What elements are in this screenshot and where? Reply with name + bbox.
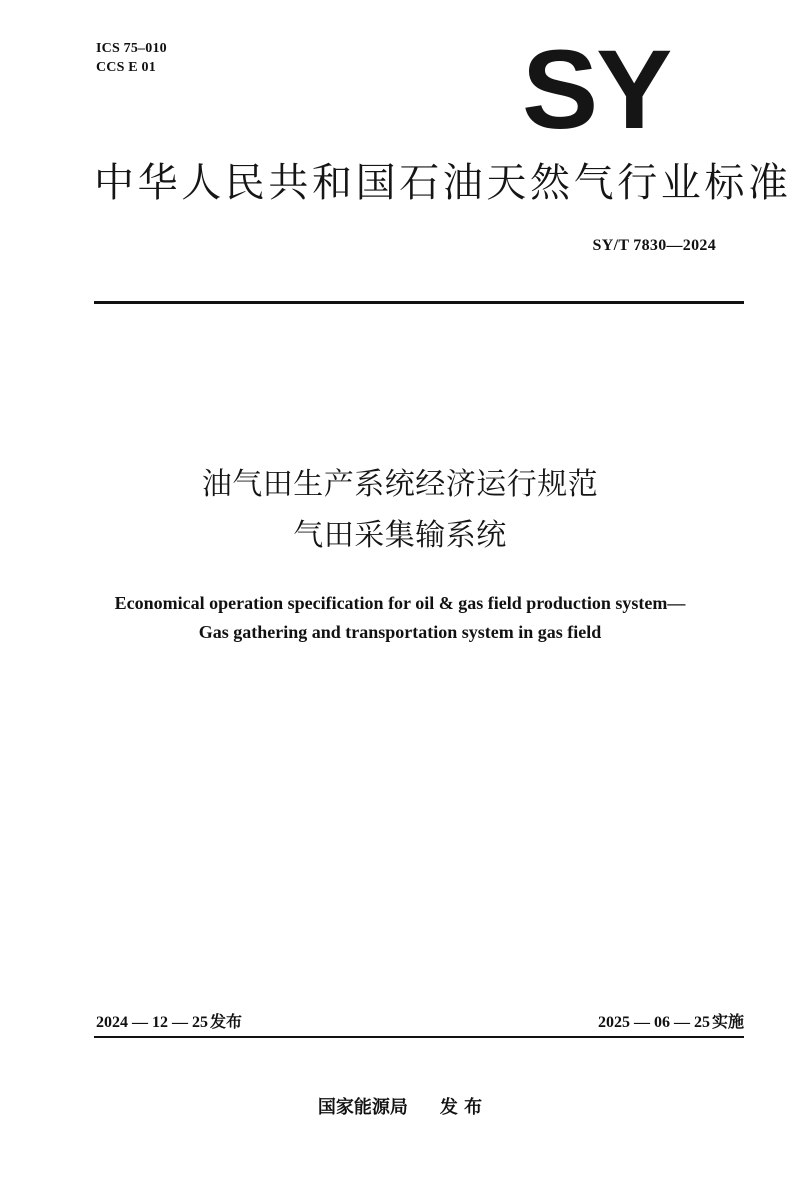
issue-label: 发布	[210, 1012, 243, 1031]
publisher-action: 发 布	[439, 1097, 483, 1118]
english-title-line-2: Gas gathering and transportation system in gas field	[198, 622, 602, 642]
publisher-name: 国家能源局	[317, 1097, 408, 1118]
bottom-divider	[94, 1036, 744, 1038]
standard-number: SY/T 7830—2024	[592, 237, 716, 254]
english-title-line-1: Economical operation specification for oil & gas field production system—	[114, 593, 686, 613]
ccs-code: CCS E 01	[96, 60, 156, 75]
chinese-title-line-1: 油气田生产系统经济运行规范	[201, 467, 599, 502]
implementation-date: 2025 — 06 — 25	[597, 1014, 710, 1031]
implementation-date-line	[598, 1012, 744, 1033]
sy-logo: SY	[522, 27, 671, 152]
ics-code: ICS 75–010	[96, 41, 167, 56]
publisher-line	[0, 1097, 800, 1119]
issue-date: 2024 — 12 — 25	[96, 1014, 208, 1031]
implementation-label: 实施	[711, 1012, 744, 1031]
standard-category-heading: 中华人民共和国石油天然气行业标准	[94, 160, 792, 206]
chinese-title-line-2: 气田采集输系统	[293, 518, 507, 553]
top-divider	[94, 301, 744, 304]
issue-date-line	[96, 1012, 242, 1033]
